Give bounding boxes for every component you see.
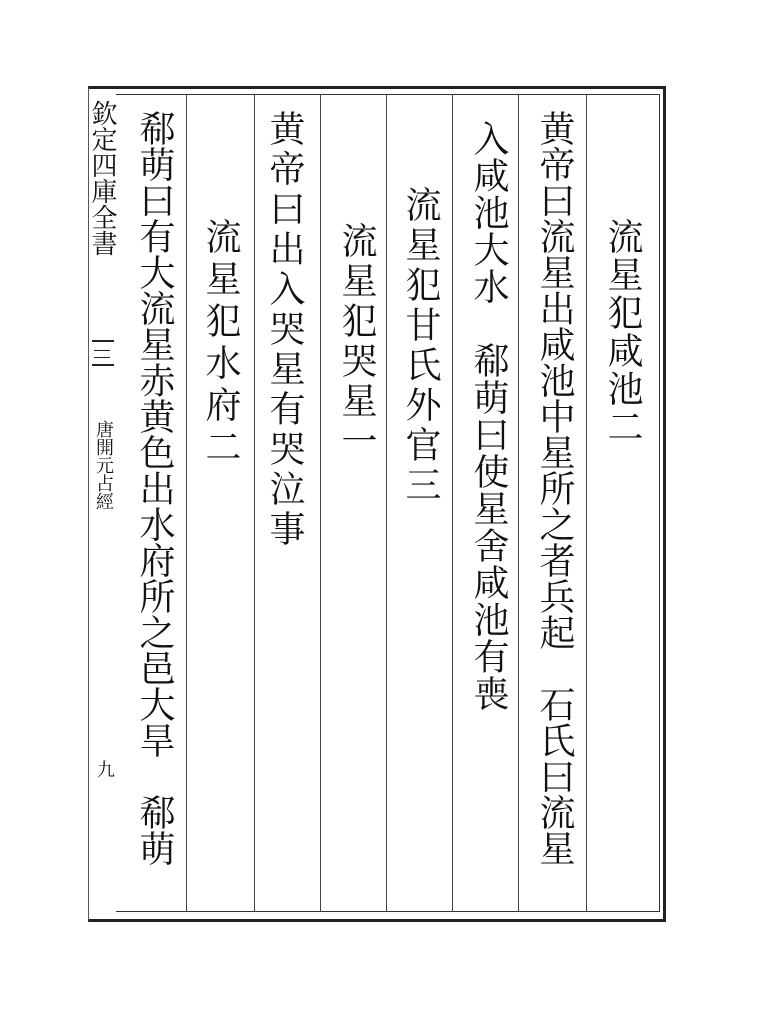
series-title: 欽定四庫全書 [87,100,117,256]
book-title: 唐開元占經 [93,420,114,510]
page-number: 九 [94,760,115,778]
text-column-8: 郗萌曰有大流星赤黄色出水府所之邑大旱 郗萌 [134,110,175,866]
column-rule [518,94,519,912]
text-column-6: 黄帝曰出入哭星有哭泣事 [264,110,305,550]
text-column-7: 流星犯水府二 [200,218,241,470]
column-rule [320,94,321,912]
text-column-1: 流星犯咸池二 [602,218,643,446]
fishtail-mark [92,340,114,366]
text-column-4: 流星犯甘氏外官三 [400,186,441,506]
column-rule [186,94,187,912]
text-block-border [116,94,660,912]
text-column-5: 流星犯哭星一 [336,222,377,462]
text-column-2: 黄帝曰流星出咸池中星所之者兵起 石氏曰流星 [534,110,575,866]
text-column-3: 入咸池大水 郗萌曰使星舍咸池有喪 [468,120,509,712]
column-rule [254,94,255,912]
column-rule [586,94,587,912]
column-rule [386,94,387,912]
column-rule [452,94,453,912]
